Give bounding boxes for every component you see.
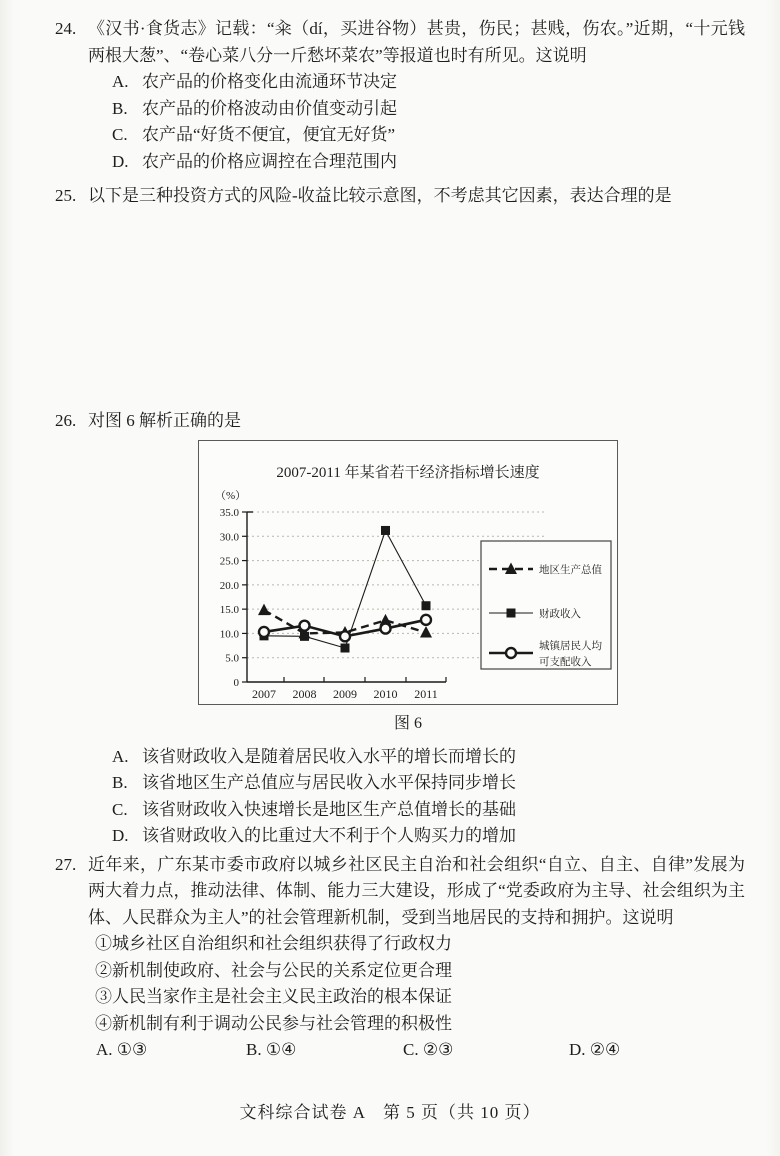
option-text: ①④: [265, 1040, 297, 1059]
legend-label: 地区生产总值: [539, 565, 602, 576]
option-row: [246, 1037, 403, 1064]
x-tick-label: 2007: [252, 687, 276, 701]
x-tick-label: 2010: [373, 687, 398, 701]
q27-item: ①城乡社区自治组织和社会组织获得了行政权力: [95, 934, 452, 953]
question-24-options: [112, 69, 745, 175]
option-text: 农产品的价格应调控在合理范围内: [142, 151, 397, 171]
option-row: [112, 744, 745, 771]
page-footer: 文科综合试卷 A 第 5 页（共 10 页）: [239, 1103, 541, 1122]
option-label: A.: [112, 72, 129, 91]
x-tick-label: 2009: [333, 687, 357, 701]
option-label: B.: [246, 1040, 262, 1059]
option-row: [112, 149, 745, 176]
q25-charts-row: [75, 222, 745, 402]
option-label: D.: [569, 1040, 586, 1059]
question-26-options: [112, 744, 745, 850]
question-25-number: 25.: [55, 186, 77, 205]
option-label: B.: [112, 773, 128, 792]
option-text: 该省财政收入是随着居民收入水平的增长而增长的: [142, 746, 516, 766]
q27-item: ③人民当家作主是社会主义民主政治的根本保证: [95, 987, 452, 1006]
figure-6-caption: 图 6: [393, 715, 422, 732]
option-text: 该省财政收入的比重过大不利于个人购买力的增加: [142, 826, 516, 845]
x-tick-label: 2008: [292, 687, 317, 701]
question-25-stem: 以下是三种投资方式的风险-收益比较示意图，不考虑其它因素，表达合理的是: [88, 186, 672, 205]
option-text: 该省地区生产总值应与居民收入水平保持同步增长: [142, 773, 516, 792]
y-tick-label: 25.0: [219, 555, 239, 568]
option-row: [112, 770, 745, 797]
y-tick-label: 15.0: [219, 604, 239, 617]
chart-unit-label: （%）: [215, 490, 247, 502]
option-text: 该省财政收入快速增长是地区生产总值增长的基础: [142, 799, 516, 819]
open-circle-marker: [340, 631, 350, 641]
y-tick-label: 20.0: [219, 579, 239, 592]
q27-item: ④新机制有利于调动公民参与社会管理的积极性: [95, 1013, 452, 1033]
option-row: [112, 122, 745, 149]
question-26-stem: 对图 6 解析正确的是: [88, 410, 241, 430]
option-text: 农产品的价格变化由流通环节决定: [142, 72, 397, 91]
option-row: [112, 96, 745, 123]
option-text: 农产品的价格波动由价值变动引起: [142, 98, 397, 118]
question-27-items: [95, 931, 745, 1037]
option-text: ②③: [422, 1040, 454, 1059]
open-circle-marker: [506, 648, 516, 658]
y-tick-label: 0: [233, 677, 239, 689]
option-text: 农产品“好货不便宜，便宜无好货”: [142, 125, 396, 144]
option-label: D.: [112, 151, 129, 171]
open-circle-marker: [259, 627, 269, 637]
option-label: A.: [112, 746, 129, 766]
line-chart-svg: [199, 441, 616, 703]
square-marker: [300, 632, 309, 641]
option-row: [112, 797, 745, 824]
question-25: [55, 183, 745, 402]
option-row: [403, 1037, 569, 1064]
question-24-number: 24.: [55, 19, 77, 38]
option-label: C.: [112, 799, 128, 819]
question-27: [55, 852, 745, 1064]
x-tick-label: 2011: [414, 687, 438, 701]
option-label: B.: [112, 98, 128, 118]
option-text: ②④: [589, 1040, 621, 1059]
question-26: [55, 408, 745, 850]
y-tick-label: 5.0: [225, 652, 239, 665]
square-marker: [341, 644, 350, 653]
question-24: [55, 16, 745, 175]
y-tick-label: 30.0: [219, 531, 239, 544]
option-row: [112, 69, 745, 96]
triangle-marker: [420, 626, 432, 638]
legend-label: 城镇居民人均: [539, 641, 602, 652]
open-circle-marker: [300, 621, 310, 631]
figure-6-box: [198, 440, 618, 705]
question-27-stem: 近年来，广东某市委市政府以城乡社区民主自治和社会组织“自立、自主、自律”发展为两大着力点，推动法律、体制、能力三大建设，形成了“党委政府为主导、社会组织为主体、人民群众为主人”的社会管理新机制，受到当地居民的支持和拥护。这说明: [88, 854, 745, 927]
square-marker: [381, 526, 390, 535]
y-tick-label: 10.0: [219, 628, 239, 641]
option-row: [112, 823, 745, 850]
option-label: C.: [403, 1040, 419, 1059]
option-label: C.: [112, 125, 128, 144]
question-26-number: 26.: [55, 410, 77, 430]
square-marker: [422, 601, 431, 610]
square-marker: [507, 609, 516, 618]
open-circle-marker: [381, 624, 391, 634]
option-label: D.: [112, 826, 129, 845]
question-24-stem: 《汉书·食货志》记载：“籴（dí，买进谷物）甚贵，伤民；甚贱，伤农。”近期，“十元钱两根大葱”、“卷心菜八分一斤愁坏菜农”等报道也时有所见。这说明: [88, 19, 745, 65]
question-27-number: 27.: [55, 854, 77, 874]
option-text: ①③: [116, 1040, 148, 1059]
legend-label: 可支配收入: [539, 657, 592, 668]
open-circle-marker: [421, 615, 431, 625]
legend-label: 财政收入: [539, 609, 581, 620]
option-row: [96, 1037, 246, 1064]
y-tick-label: 35.0: [219, 507, 239, 519]
chart-title: 2007-2011 年某省若干经济指标增长速度: [276, 465, 540, 481]
option-row: [569, 1037, 620, 1064]
question-27-options: [88, 1037, 745, 1064]
option-label: A.: [96, 1040, 113, 1059]
q27-item: ②新机制使政府、社会与公民的关系定位更合理: [95, 960, 452, 980]
